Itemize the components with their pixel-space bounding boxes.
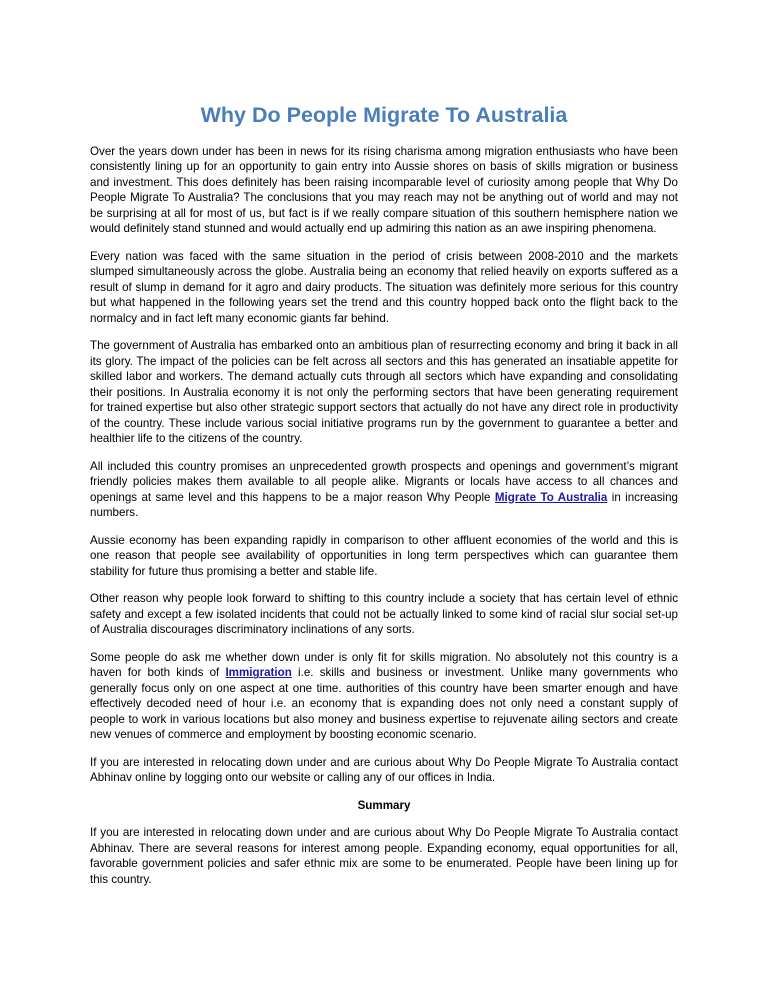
summary-heading: Summary	[357, 798, 411, 812]
paragraph-growth-tail: in increasing numbers.	[90, 490, 678, 520]
paragraph-government: The government of Australia has embarked onto an ambitious plan of resurrecting economy and bring it back in all its glory. The impact of the policies can be felt across all sectors and this has generated an insatiable appetite for skilled labor and workers. The demand actually cuts through all sectors which have expanding and consolidating their positions. In Australia economy it is not only the performing sectors that have been generating requirement for trained expertise but also other strategic support sectors that actually do not have any direct role in productivity of the country. These include various social initiative programs run by the government to guarantee a better and healthier life to the citizens of the country.	[90, 339, 678, 446]
paragraph-immigration-text: Some people do ask me whether down under is only fit for skills migration. No absolutely not this country is a haven for both kinds of	[90, 650, 678, 680]
paragraph-intro: Over the years down under has been in news for its rising charisma among migration enthusiasts who have been consistently lining up for an opportunity to gain entry into Aussie shores on basis of skills migration or business and investment. This does definitely has been raising incomparable level of curiosity among people that Why Do People Migrate To Australia? The conclusions that you may reach may not be anything out of world and may not be surprising at all for most of us, but fact is if we really compare situation of this southern hemisphere nation we would definitely stand stunned and would actually end up admiring this nation as an awe inspiring phenomena.	[90, 144, 678, 236]
paragraph-crisis: Every nation was faced with the same situation in the period of crisis between 2008-2010 and the markets slumped simultaneously across the globe. Australia being an economy that relied heavily on exports suffered as a result of slump in demand for it agro and dairy products. The situation was definitely more serious for this country but what happened in the following years set the trend and this country hopped back onto the flight back to the normalcy and in fact left many economic giants far behind.	[90, 249, 678, 325]
migrate-to-australia-link[interactable]: Migrate To Australia	[494, 490, 608, 504]
paragraph-growth	[90, 459, 678, 521]
page-title: Why Do People Migrate To Australia	[200, 103, 568, 127]
paragraph-society: Other reason why people look forward to shifting to this country include a society that has certain level of ethnic safety and except a few isolated incidents that could not be actually linked to some kind of racial slur social set-up of Australia discourages discriminatory inclinations of any sorts.	[90, 592, 678, 637]
paragraph-immigration	[90, 650, 678, 743]
summary-paragraph: If you are interested in relocating down under and are curious about Why Do People Migrate To Australia contact Abhinav. There are several reasons for interest among people. Expanding economy, equal opportunities for all, favorable government policies and safer ethnic mix are some to be enumerated. People have been lining up for this country.	[90, 826, 678, 886]
paragraph-economy: Aussie economy has been expanding rapidly in comparison to other affluent economies of the world and this is one reason that people see availability of opportunities in long term perspectives which can guarantee them stability for future thus promising a better and stable life.	[90, 533, 678, 578]
document-page	[90, 102, 678, 899]
paragraph-immigration-tail: i.e. skills and business or investment. Unlike many governments who generally focus only on one aspect at one time. authorities of this country have been smarter enough and have effectively decoded need of hour i.e. an economy that is expanding does not only need a constant supply of people to work in various locations but also money and business expertise to rejuvenate ailing sectors and create new venues of commerce and employment by boosting economic scenario.	[90, 666, 678, 742]
immigration-link[interactable]: Immigration	[225, 666, 292, 680]
paragraph-growth-text: All included this country promises an unprecedented growth prospects and openings and government’s migrant friendly policies makes them available to all people alike. Migrants or locals have access to all chances and openings at same level and this happens to be a major reason Why People	[90, 459, 678, 504]
paragraph-contact: If you are interested in relocating down under and are curious about Why Do People Migrate To Australia contact Abhinav online by logging onto our website or calling any of our offices in India.	[90, 755, 678, 785]
